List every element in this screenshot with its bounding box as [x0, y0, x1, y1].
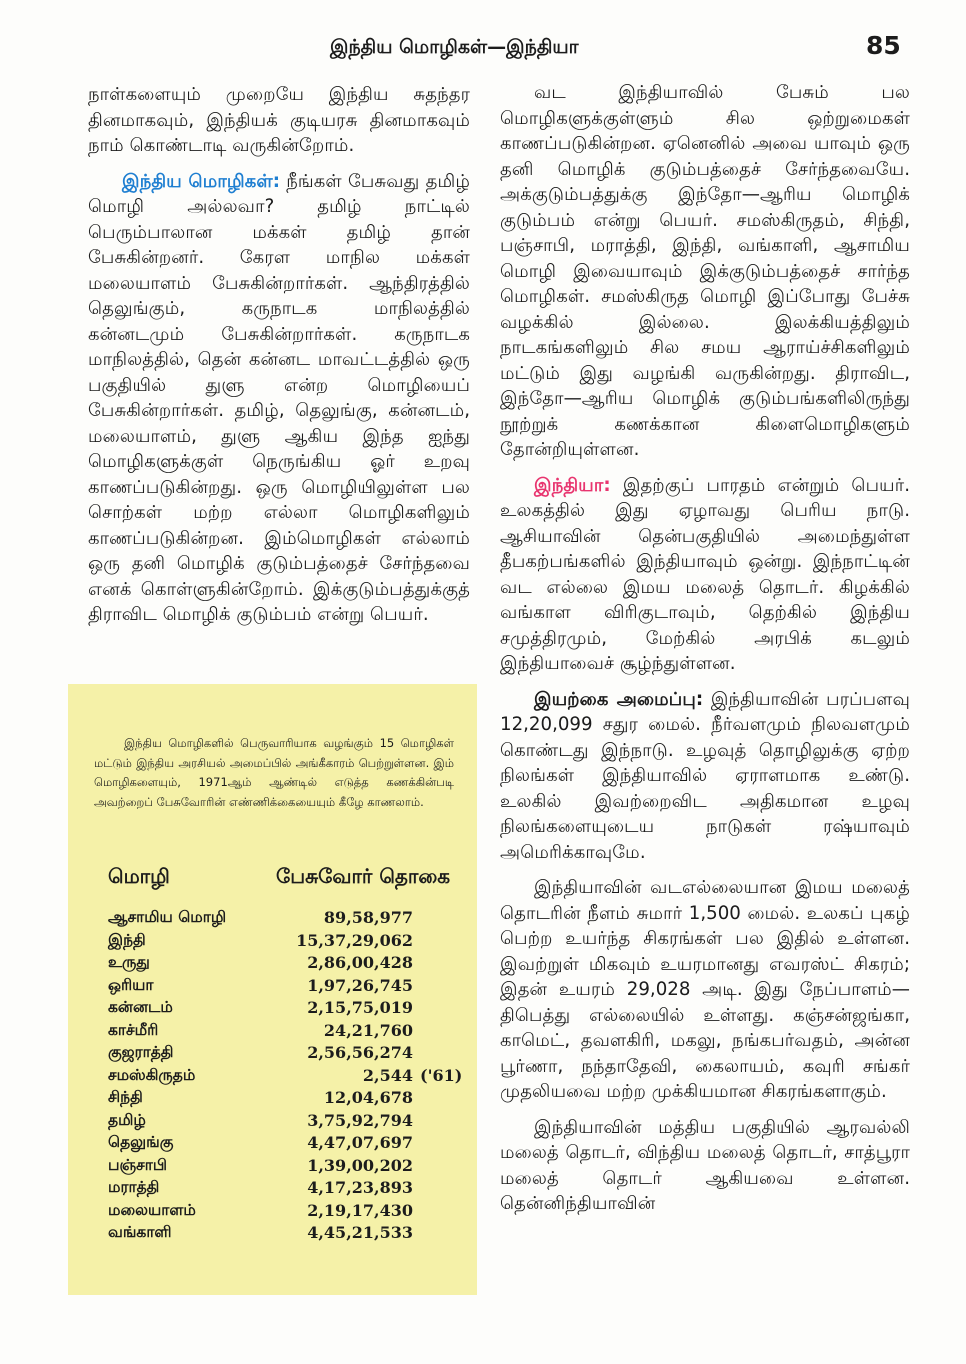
right-column [500, 80, 910, 1217]
speaker-count: 2,56,56,274 [307, 1043, 413, 1062]
central-india-paragraph: இந்தியாவின் மத்திய பகுதியில் ஆரவல்லி மலைத் தொடர், விந்திய மலைத் தொடர், சாத்பூரா மலைத் தொடர் ஆகியவை உள்ளன. தென்னிந்தியாவின் [500, 1116, 910, 1214]
india-paragraph [500, 473, 910, 677]
table-row [108, 1156, 458, 1179]
geography-heading: இயற்கை அமைப்பு: [534, 688, 704, 710]
speaker-count: 4,17,23,893 [307, 1178, 413, 1197]
census-year-note: ('61) [420, 1065, 463, 1085]
language-name: குஜராத்தி [108, 1043, 174, 1061]
language-name: ஆசாமிய மொழி [108, 908, 227, 926]
language-name: மராத்தி [108, 1178, 160, 1196]
table-header-language: மொழி [108, 864, 170, 888]
language-name: கன்னடம் [108, 998, 173, 1016]
languages-body: நீங்கள் பேசுவது தமிழ் மொழி அல்லவா? தமிழ் நாட்டில் பெரும்பாலான மக்கள் தமிழ் தான் பேசுகின்றனர். கேரள மாநில மக்கள் மலையாளம் பேசுகின்றார்கள். ஆந்திரத்தில் தெலுங்கும், கருநாடக மாநிலத்தில் கன்னடமும் பேசுகின்றார்கள். கருநாடக மாநிலத்தில், தென் கன்னட மாவட்டத்தில் ஒரு பகுதியில் துளு என்ற மொழியைப் பேசுகின்றார்கள். தமிழ், தெலுங்கு, கன்னடம், மலையாளம், துளு ஆகிய இந்த ஐந்து மொழிகளுக்குள் நெருங்கிய ஓர் உறவு காணப்படுகின்றது. ஒரு மொழியிலுள்ள பல சொற்கள் மற்ற எல்லா மொழிகளிலும் காணப்படுகின்றன. இம்மொழிகள் எல்லாம் ஒரு தனி மொழிக் குடும்பத்தைச் சேர்ந்தவை எனக் கொள்ளுகின்றோம். இக்குடும்பத்துக்குத் திராவிட மொழிக் குடும்பம் என்று பெயர். [88, 170, 470, 625]
language-name: உருது [108, 953, 150, 971]
india-heading: இந்தியா: [534, 474, 611, 496]
speaker-count: 2,19,17,430 [307, 1200, 413, 1220]
table-row [108, 1201, 458, 1224]
table-row [108, 1178, 458, 1201]
table-row [108, 1133, 458, 1156]
language-name: பஞ்சாபி [108, 1155, 168, 1174]
language-name: தெலுங்கு [108, 1133, 174, 1151]
language-name: வங்காளி [108, 1223, 172, 1241]
table-row [108, 953, 458, 976]
table-row [108, 908, 458, 931]
language-name: தமிழ் [108, 1110, 146, 1129]
geography-body: இந்தியாவின் பரப்பளவு 12,20,099 சதுர மைல். நீர்வளமும் நிலவளமும் கொண்டது இந்நாடு. உழவுத் தொழிலுக்கு ஏற்ற நிலங்கள் இந்தியாவில் ஏராளமாக உண்டு. உலகில் இவற்றைவிட அதிகமான உழவு நிலங்களையுடைய நாடுகள் ரஷ்யாவும் அமெரிக்காவுமே. [500, 688, 910, 863]
speaker-count: 4,47,07,697 [307, 1133, 413, 1152]
languages-heading: இந்திய மொழிகள்: [122, 170, 281, 192]
speaker-count: 2,15,75,019 [307, 998, 413, 1017]
table-row [108, 1088, 458, 1111]
speaker-count: 2,544 [362, 1065, 413, 1085]
running-header: இந்திய மொழிகள்—இந்தியா [330, 36, 579, 58]
table-row [108, 1021, 458, 1044]
table-row [108, 1043, 458, 1066]
left-column [88, 82, 470, 628]
table-row [108, 931, 458, 954]
table-row [108, 1065, 463, 1089]
languages-paragraph [88, 169, 470, 628]
language-name: மலையாளம் [108, 1200, 196, 1219]
table-header-speakers: பேசுவோர் தொகை [276, 864, 451, 888]
speaker-count: 2,86,00,428 [307, 953, 413, 972]
table-row [108, 1223, 458, 1246]
right-paragraph-1: வட இந்தியாவில் பேசும் பல மொழிகளுக்குள்ளும் சில ஒற்றுமைகள் காணப்படுகின்றன. ஏனெனில் அவை யாவும் ஒரு தனி மொழிக் குடும்பத்தைச் சேர்ந்தவையே. அக்குடும்பத்துக்கு இந்தோ—ஆரிய மொழிக் குடும்பம் என்று பெயர். சமஸ்கிருதம், சிந்தி, பஞ்சாபி, மராத்தி, இந்தி, வங்காளி, ஆசாமிய மொழி இவையாவும் இக்குடும்பத்தைச் சார்ந்த மொழிகள். சமஸ்கிருத மொழி இப்போது பேச்சு வழக்கில் இல்லை. இலக்கியத்திலும் நாடகங்களிலும் சில சமய ஆராய்ச்சிகளிலும் மட்டும் இது வழங்கி வருகின்றது. திராவிட, இந்தோ—ஆரிய மொழிக் குடும்பங்களிலிருந்து நூற்றுக் கணக்கான கிளைமொழிகளும் தோன்றியுள்ளன. [500, 82, 910, 460]
language-name: சமஸ்கிருதம் [108, 1065, 196, 1084]
language-name: காச்மீரி [108, 1020, 159, 1039]
language-name: சிந்தி [108, 1088, 143, 1106]
speaker-count: 1,97,26,745 [307, 975, 413, 995]
speaker-count: 1,39,00,202 [307, 1155, 413, 1175]
speaker-count: 3,75,92,794 [307, 1110, 413, 1130]
language-name: இந்தி [108, 930, 146, 949]
table-note: இந்திய மொழிகளில் பெருவாரியாக வழங்கும் 15 மொழிகள் மட்டும் இந்திய அரசியல் அமைப்பில் அங்கீகாரம் பெற்றுள்ளன. இம் மொழிகளையும், 1971ஆம் ஆண்டில் எடுத்த கணக்கின்படி அவற்றைப் பேசுவோரின் எண்ணிக்கையையும் கீழே காணலாம். [94, 736, 454, 809]
geography-paragraph [500, 687, 910, 866]
table-row [108, 998, 458, 1021]
speaker-count: 4,45,21,533 [307, 1223, 413, 1242]
speaker-count: 15,37,29,062 [296, 930, 413, 950]
speaker-count: 12,04,678 [323, 1088, 413, 1107]
table-row [108, 976, 458, 999]
left-paragraph-1: நாள்களையும் முறையே இந்திய சுதந்தர தினமாகவும், இந்தியக் குடியரசு தினமாகவும் நாம் கொண்டாடி வருகின்றோம். [88, 84, 470, 156]
speaker-count: 89,58,977 [323, 908, 413, 927]
himalaya-paragraph: இந்தியாவின் வடஎல்லையான இமய மலைத் தொடரின் நீளம் சுமார் 1,500 மைல். உலகப் புகழ் பெற்ற உயர்ந்த சிகரங்கள் பல இதில் உள்ளன. இவற்றுள் மிகவும் உயரமானது எவரஸ்ட் சிகரம்; இதன் உயரம் 29,028 அடி. இது நேப்பாளம்—திபெத்து எல்லையில் உள்ளது. கஞ்சன்ஜங்கா, காமெட், தவளகிரி, மகலு, நங்கபர்வதம், அன்ன பூர்ணா, நந்தாதேவி, கைலாயம், கவுரி சங்கர் முதலியவை மற்ற முக்கியமான சிகரங்களாகும். [500, 877, 910, 1102]
language-table-box [68, 684, 477, 1295]
table-row [108, 1111, 458, 1134]
table-rows [108, 908, 463, 1246]
page-number: 85 [866, 31, 901, 60]
india-body: இதற்குப் பாரதம் என்றும் பெயர். உலகத்தில் இது ஏழாவது பெரிய நாடு. ஆசியாவின் தென்பகுதியில் அமைந்துள்ள தீபகற்பங்களில் இந்தியாவும் ஒன்று. இந்நாட்டின் வட எல்லை இமய மலைத் தொடர். கிழக்கில் வங்காள விரிகுடாவும், தெற்கில் இந்திய சமுத்திரமும், மேற்கில் அரபிக் கடலும் இந்தியாவைச் சூழ்ந்துள்ளன. [500, 474, 910, 674]
language-name: ஒரியா [108, 975, 154, 994]
speaker-count: 24,21,760 [323, 1020, 413, 1040]
